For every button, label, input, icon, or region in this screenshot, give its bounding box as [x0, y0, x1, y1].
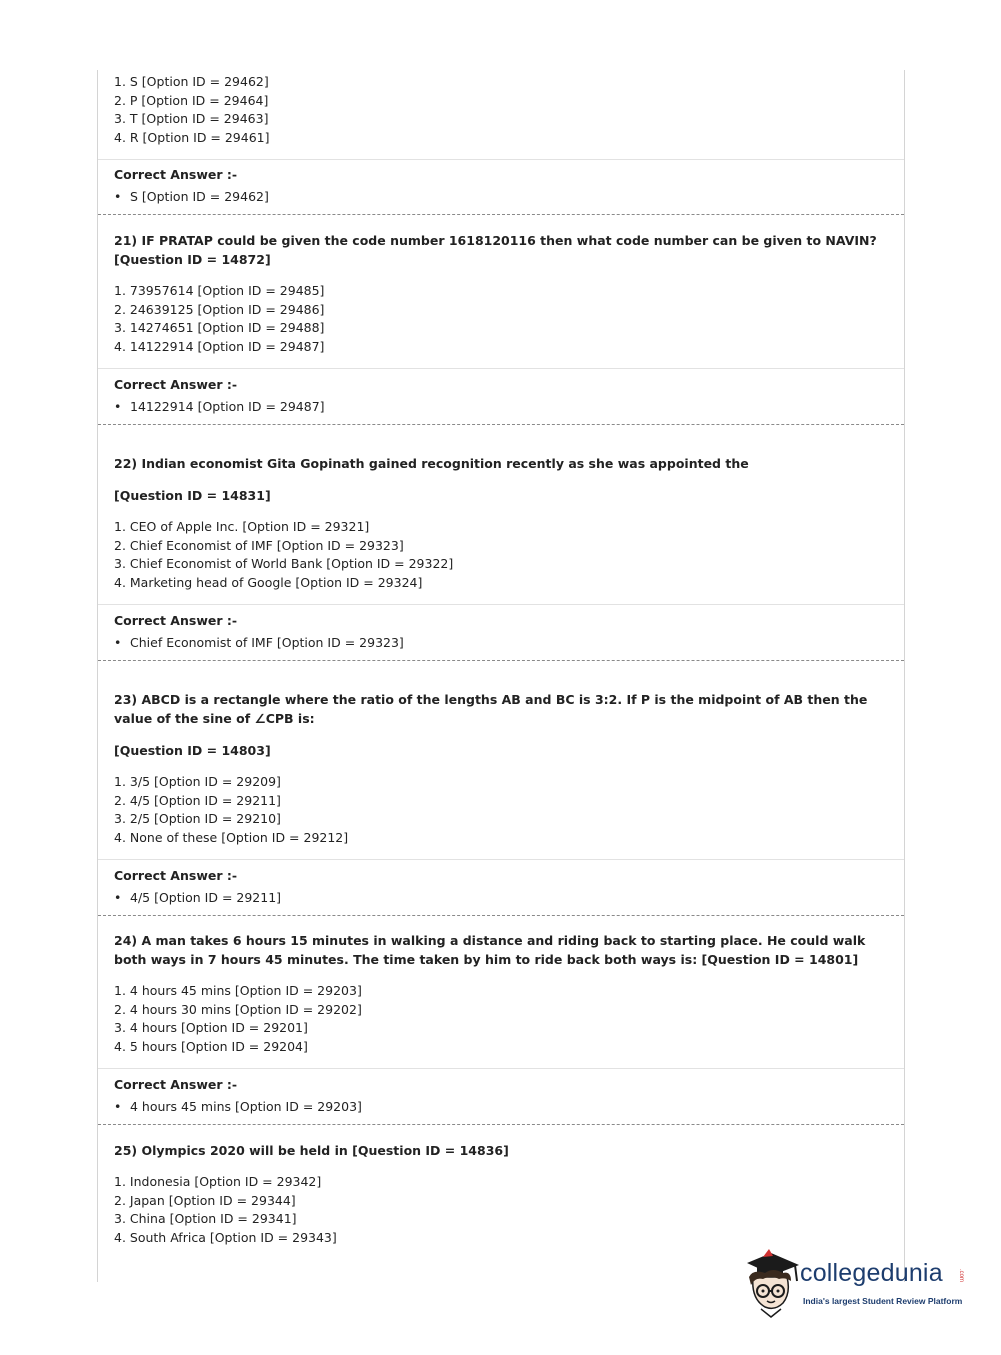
- option: 4. 14122914 [Option ID = 29487]: [114, 338, 325, 354]
- question-separator: [98, 214, 904, 215]
- answer-line: • 4 hours 45 mins [Option ID = 29203]: [114, 1099, 362, 1114]
- answer-text: 4/5 [Option ID = 29211]: [130, 890, 282, 905]
- divider: [98, 859, 904, 860]
- option: 4. Marketing head of Google [Option ID = 29324]: [114, 574, 423, 590]
- answer-line: • Chief Economist of IMF [Option ID = 29323]: [114, 635, 404, 650]
- question-23-id: [Question ID = 14803]: [114, 743, 271, 758]
- answer-line: • S [Option ID = 29462]: [114, 189, 269, 204]
- logo-tagline: India's largest Student Review Platform: [803, 1296, 963, 1306]
- answer-label: Correct Answer :-: [114, 167, 238, 182]
- answer-line: • 4/5 [Option ID = 29211]: [114, 890, 282, 905]
- question-separator: [98, 660, 904, 661]
- question-separator: [98, 424, 904, 425]
- question-25-text: 25) Olympics 2020 will be held in [Question ID = 14836]: [114, 1143, 509, 1158]
- option: 4. South Africa [Option ID = 29343]: [114, 1229, 337, 1245]
- question-24-text: 24) A man takes 6 hours 15 minutes in walking a distance and riding back to starting place. He could walk both ways in 7 hours 45 minutes. The time taken by him to ride back both ways is: [Question ID = 14801]: [114, 933, 866, 967]
- answer-label: Correct Answer :-: [114, 1077, 238, 1092]
- option: 4. 5 hours [Option ID = 29204]: [114, 1038, 308, 1054]
- option: 1. Indonesia [Option ID = 29342]: [114, 1174, 322, 1189]
- answer-text: S [Option ID = 29462]: [130, 189, 269, 204]
- answer-label: Correct Answer :-: [114, 377, 238, 392]
- question-separator: [98, 1124, 904, 1125]
- q24-answer: [98, 1076, 904, 1116]
- question-22-id: [Question ID = 14831]: [114, 488, 271, 503]
- mascot-icon: [743, 1247, 801, 1319]
- question-22-text: 22) Indian economist Gita Gopinath gained recognition recently as she was appointed the: [114, 456, 749, 471]
- q22-answer: [98, 612, 904, 652]
- divider: [98, 1068, 904, 1069]
- question-separator: [98, 915, 904, 916]
- answer-text: Chief Economist of IMF [Option ID = 29323]: [130, 635, 404, 650]
- q24-options: [98, 982, 904, 1056]
- q23-answer: [98, 867, 904, 907]
- option: 1. 3/5 [Option ID = 29209]: [114, 774, 281, 789]
- option: 3. T [Option ID = 29463]: [114, 111, 269, 126]
- option: 3. 14274651 [Option ID = 29488]: [114, 320, 325, 335]
- prev-answer: [98, 166, 904, 206]
- option: 2. 4/5 [Option ID = 29211]: [114, 792, 281, 808]
- option: 3. Chief Economist of World Bank [Option ID = 29322]: [114, 556, 454, 571]
- q22-options: [98, 518, 904, 592]
- q21-answer: [98, 376, 904, 416]
- prev-options: [98, 73, 904, 147]
- logo-suffix: .com: [958, 1269, 964, 1283]
- option: 3. 2/5 [Option ID = 29210]: [114, 811, 281, 826]
- q23-options: [98, 773, 904, 847]
- option: 1. 4 hours 45 mins [Option ID = 29203]: [114, 983, 362, 998]
- answer-line: • 14122914 [Option ID = 29487]: [114, 399, 325, 414]
- divider: [98, 159, 904, 160]
- option: 1. 73957614 [Option ID = 29485]: [114, 283, 325, 298]
- option: 4. R [Option ID = 29461]: [114, 129, 270, 145]
- option: 1. CEO of Apple Inc. [Option ID = 29321]: [114, 519, 370, 534]
- option: 1. S [Option ID = 29462]: [114, 74, 269, 89]
- collegedunia-logo[interactable]: [743, 1245, 973, 1325]
- answer-text: 14122914 [Option ID = 29487]: [130, 399, 325, 414]
- q21-options: [98, 282, 904, 356]
- option: 3. China [Option ID = 29341]: [114, 1211, 297, 1226]
- option: 2. 4 hours 30 mins [Option ID = 29202]: [114, 1001, 362, 1017]
- question-23-text: 23) ABCD is a rectangle where the ratio of the lengths AB and BC is 3:2. If P is the midpoint of AB then the value of the sine of ∠CPB is:: [114, 692, 868, 726]
- option: 2. 24639125 [Option ID = 29486]: [114, 301, 325, 317]
- question-21-text: 21) IF PRATAP could be given the code number 1618120116 then what code number can be given to NAVIN? [Question ID = 14872]: [114, 233, 877, 267]
- logo-wordmark: collegedunia: [800, 1259, 943, 1287]
- option: 4. None of these [Option ID = 29212]: [114, 829, 349, 845]
- option: 2. Chief Economist of IMF [Option ID = 29323]: [114, 537, 404, 553]
- divider: [98, 368, 904, 369]
- answer-label: Correct Answer :-: [114, 868, 238, 883]
- option: 3. 4 hours [Option ID = 29201]: [114, 1020, 308, 1035]
- option: 2. Japan [Option ID = 29344]: [114, 1192, 296, 1208]
- answer-text: 4 hours 45 mins [Option ID = 29203]: [130, 1099, 362, 1114]
- option: 2. P [Option ID = 29464]: [114, 92, 269, 108]
- q25-options: [98, 1173, 904, 1247]
- divider: [98, 604, 904, 605]
- exam-document: [97, 70, 905, 1282]
- answer-label: Correct Answer :-: [114, 613, 238, 628]
